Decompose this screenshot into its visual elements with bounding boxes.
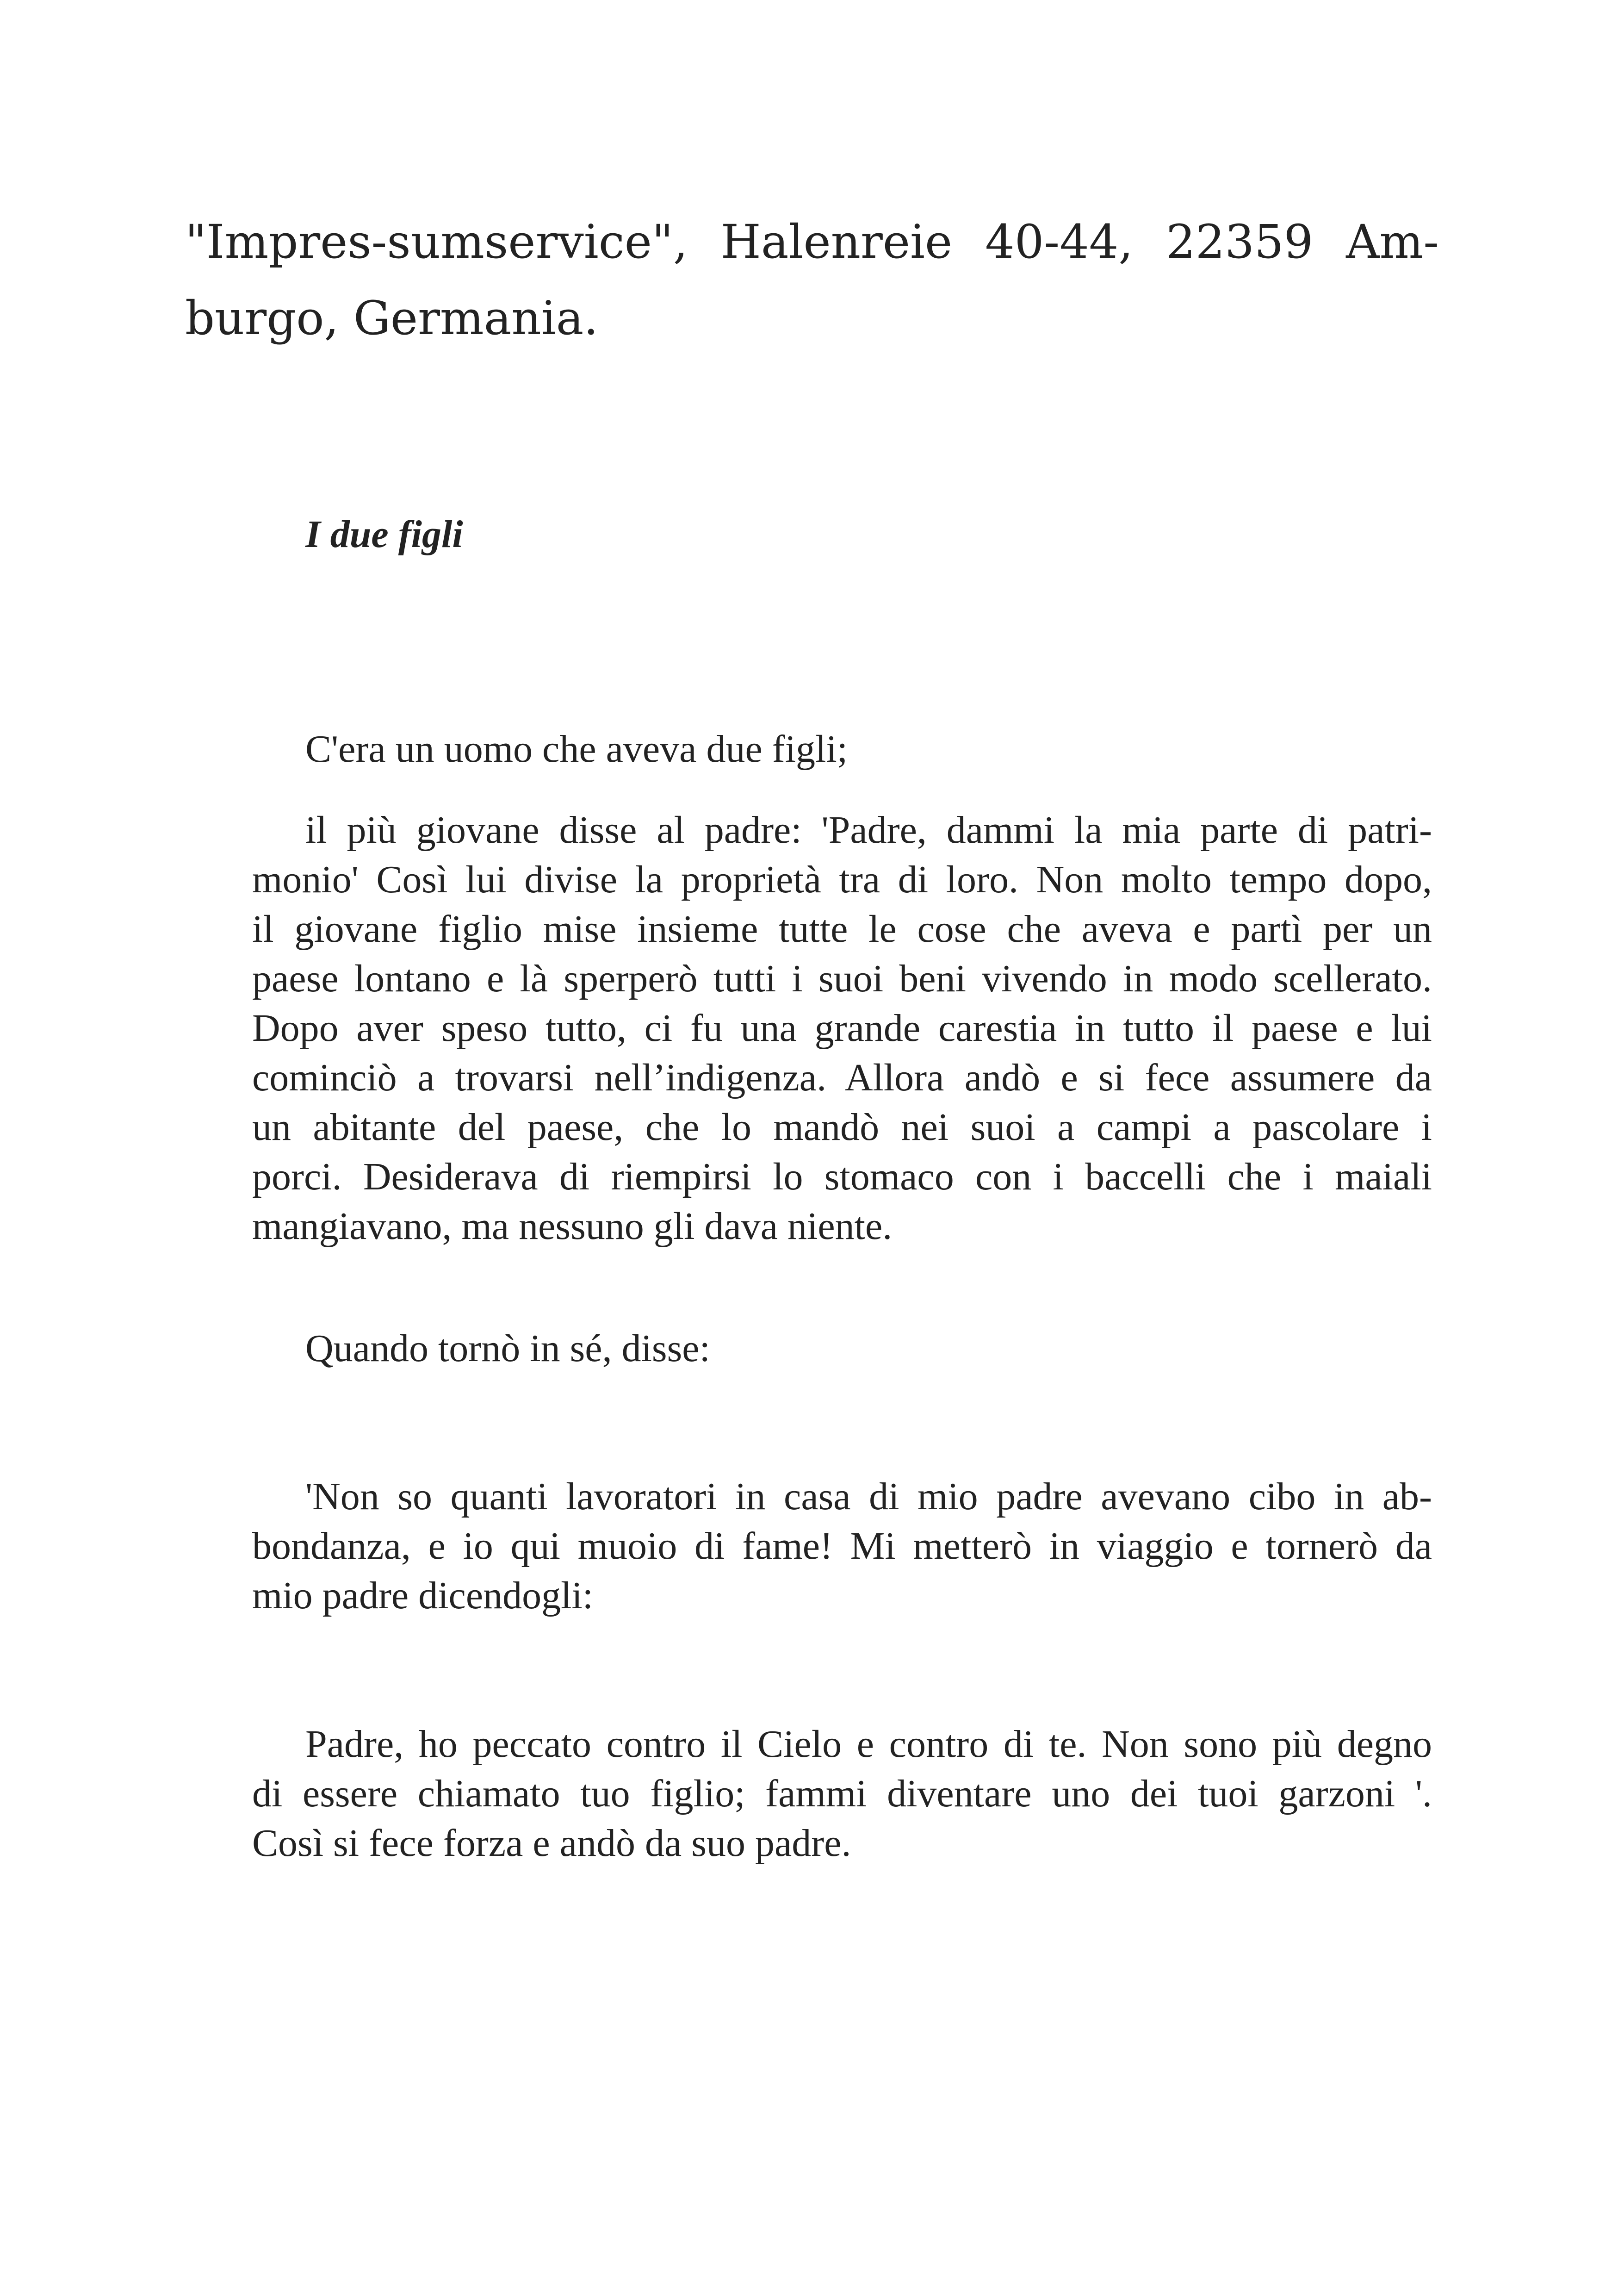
paragraph-line: 'Non so quanti lavoratori in casa di mio padre avevano cibo in ab- bbox=[305, 1475, 1432, 1518]
paragraph-line: cominciò a trovarsi nell’indigenza. Allora andò e si fece assumere da bbox=[252, 1056, 1432, 1099]
paragraph-line: mio padre dicendogli: bbox=[252, 1574, 594, 1617]
paragraph-line: bondanza, e io qui muoio di fame! Mi metterò in viaggio e tornerò da bbox=[252, 1524, 1432, 1568]
paragraph-line: monio' Così lui divise la proprietà tra di loro. Non molto tempo dopo, bbox=[252, 858, 1432, 901]
paragraph-line: C'era un uomo che aveva due figli; bbox=[305, 728, 848, 771]
paragraph-line: Così si fece forza e andò da suo padre. bbox=[252, 1822, 851, 1865]
paragraph bbox=[252, 1472, 1432, 1620]
address-line: "Impres-sumservice", Halenreie 40-44, 22359 Am- bbox=[185, 215, 1439, 269]
paragraph bbox=[252, 724, 1432, 774]
paragraph-line: Padre, ho peccato contro il Cielo e contro di te. Non sono più degno bbox=[305, 1723, 1432, 1766]
publisher-address bbox=[185, 204, 1439, 356]
paragraph-line: il giovane figlio mise insieme tutte le cose che aveva e partì per un bbox=[252, 908, 1432, 951]
paragraph bbox=[252, 1719, 1432, 1868]
paragraph-line: mangiavano, ma nessuno gli dava niente. bbox=[252, 1205, 893, 1248]
paragraph bbox=[252, 805, 1432, 1251]
paragraph-line: un abitante del paese, che lo mandò nei suoi a campi a pascolare i bbox=[252, 1106, 1432, 1149]
paragraph bbox=[252, 1324, 1432, 1373]
story-title: I due figli bbox=[305, 513, 463, 556]
paragraph-line: Quando tornò in sé, disse: bbox=[305, 1327, 710, 1370]
address-line: burgo, Germania. bbox=[185, 291, 599, 345]
paragraph-line: di essere chiamato tuo figlio; fammi diventare uno dei tuoi garzoni '. bbox=[252, 1772, 1432, 1815]
paragraph-line: il più giovane disse al padre: 'Padre, dammi la mia parte di patri- bbox=[305, 809, 1432, 852]
paragraph-line: porci. Desiderava di riempirsi lo stomaco con i baccelli che i maiali bbox=[252, 1155, 1432, 1198]
paragraph-line: paese lontano e là sperperò tutti i suoi beni vivendo in modo scellerato. bbox=[252, 957, 1432, 1000]
paragraph-line: Dopo aver speso tutto, ci fu una grande carestia in tutto il paese e lui bbox=[252, 1007, 1432, 1050]
